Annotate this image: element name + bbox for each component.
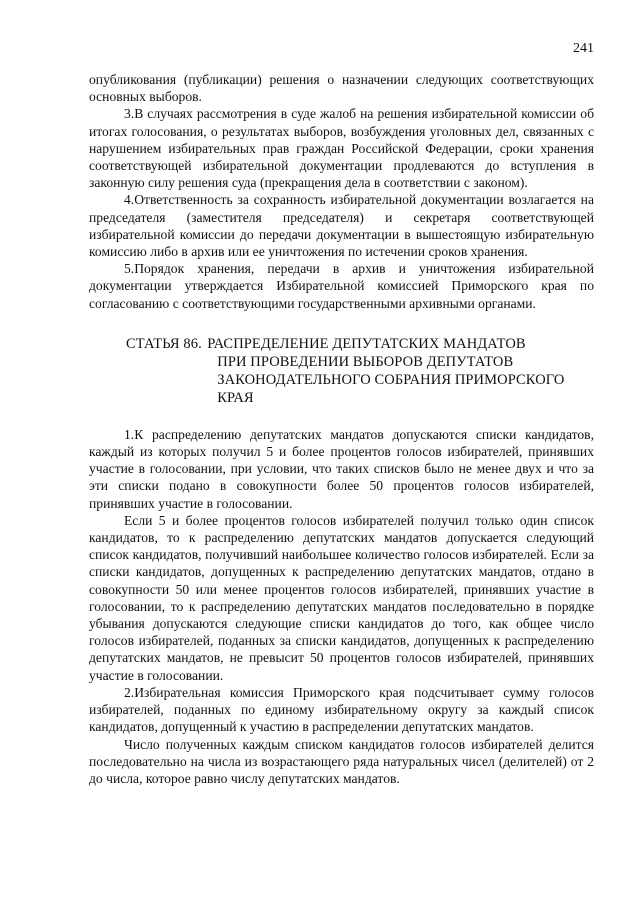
article-number: СТАТЬЯ 86. — [126, 335, 202, 352]
article-heading — [89, 335, 594, 407]
paragraph-article-clause-2-cont: Число полученных каждым списком кандидатов голосов избирателей делится последовательно на числа из возрастающего ряда натуральных чисел (делителей) от 2 до числа, которое равно числу депутатских мандатов. — [89, 736, 594, 786]
page-number: 241 — [573, 41, 594, 56]
paragraph-clause-5: 5.Порядок хранения, передачи в архив и уничтожения избирательной документации утверждается Избирательной комиссией Приморского края по согласованию с соответствующими государственными архивными органами. — [89, 261, 594, 311]
article-title-line: ЗАКОНОДАТЕЛЬНОГО СОБРАНИЯ ПРИМОРСКОГО — [217, 371, 565, 388]
paragraph-article-clause-1: 1.К распределению депутатских мандатов допускаются списки кандидатов, каждый из которых получил 5 и более процентов голосов избирателей, принявших участие в голосовании, при условии, что таких списков было не менее двух и что за эти списки подано в совокупности более 50 процентов голосов избирателей, принявших участие в голосовании. — [89, 426, 594, 511]
page-body — [89, 71, 594, 787]
article-title-line: ПРИ ПРОВЕДЕНИИ ВЫБОРОВ ДЕПУТАТОВ — [217, 353, 514, 370]
paragraph-clause-3: 3.В случаях рассмотрения в суде жалоб на решения избирательной комиссии об итогах голосования, о результатах выборов, возбуждения уголовных дел, связанных с нарушением избирательных прав граждан Российской Федерации, сроки хранения соответствующей избирательной документации продлеваются до вступления в законную силу решения суда (прекращения дела в соответствии с законом). — [89, 106, 594, 191]
paragraph-continuation: опубликования (публикации) решения о назначении следующих соответствующих основных выборов. — [89, 72, 594, 105]
article-title — [207, 335, 594, 407]
paragraph-clause-4: 4.Ответственность за сохранность избирательной документации возлагается на председателя (заместителя председателя) и секретаря соответствующей избирательной комиссии до передачи документации в вышестоящую избирательную комиссию либо в архив или ее уничтожения по истечении сроков хранения. — [89, 192, 594, 260]
paragraph-article-clause-2: 2.Избирательная комиссия Приморского края подсчитывает сумму голосов избирателей, поданных по единому избирательному округу за каждый список кандидатов, допущенный к участию в распределении депутатских мандатов. — [89, 684, 594, 735]
paragraph-article-clause-1-cont: Если 5 и более процентов голосов избирателей получил только один список кандидатов, то к распределению депутатских мандатов допускается следующий список кандидатов, получивший наибольшее количество голосов избирателей. Если за списки кандидатов, допущенных к распределению депутатских мандатов, отдано в совокупности 50 или менее процентов голосов избирателей, принявших участие в голосовании, то к распределению депутатских мандатов последовательно в порядке убывания допускаются следующие списки кандидатов до того, как общее число голосов избирателей, поданных за списки кандидатов, допущенных к распределению депутатских мандатов, не превысит 50 процентов голосов избирателей, принявших участие в голосовании. — [89, 512, 594, 683]
article-title-line: РАСПРЕДЕЛЕНИЕ ДЕПУТАТСКИХ МАНДАТОВ — [207, 335, 526, 352]
article-title-line: КРАЯ — [217, 389, 254, 406]
